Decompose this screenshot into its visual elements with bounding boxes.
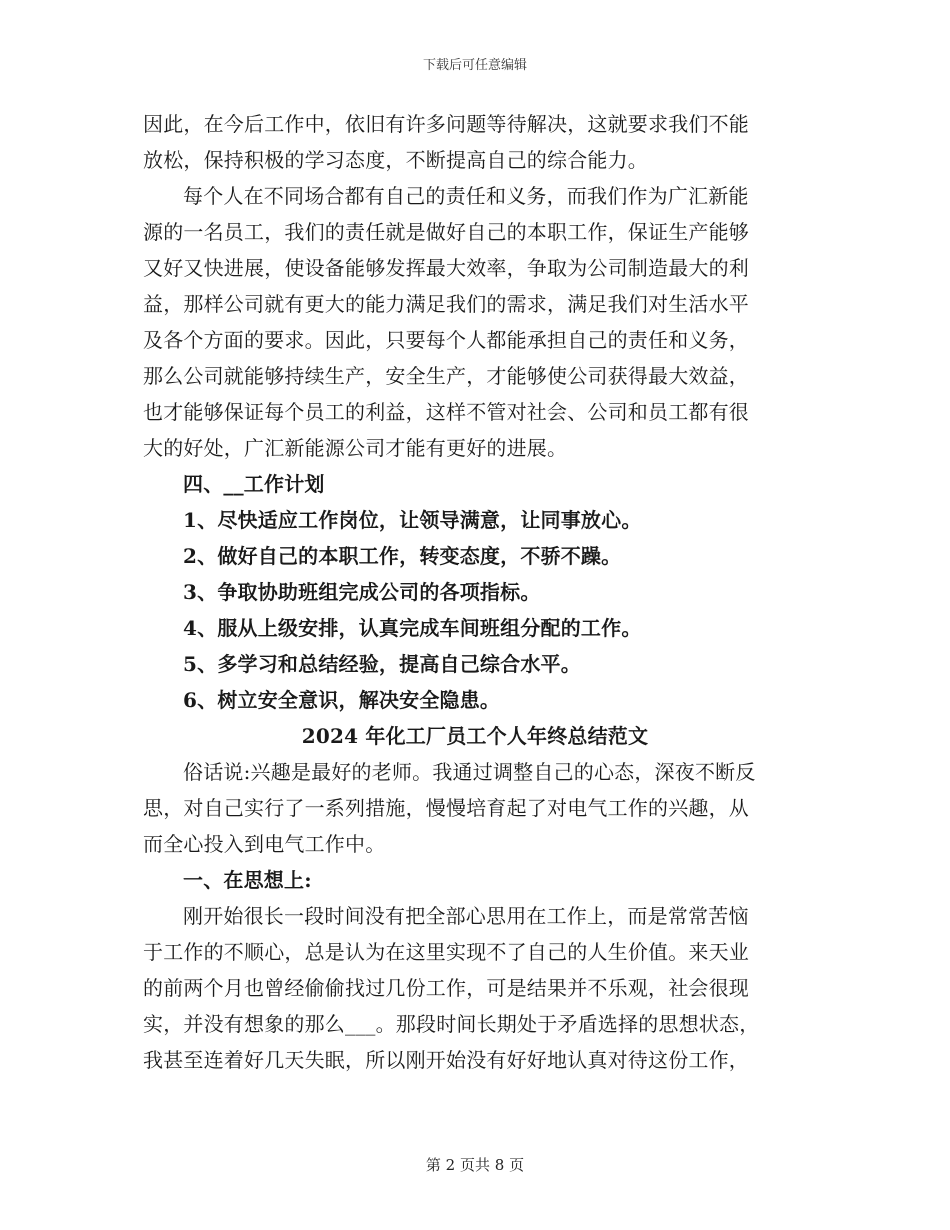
plan-item: 2、做好自己的本职工作，转变态度，不骄不躁。 [183, 544, 622, 568]
paragraph-line: 源的一名员工，我们的责任就是做好自己的本职工作，保证生产能够 [143, 220, 749, 244]
plan-item: 1、尽快适应工作岗位，让领导满意，让同事放心。 [183, 508, 642, 532]
paragraph-line: 益，那样公司就有更大的能力满足我们的需求，满足我们对生活水平 [143, 292, 749, 316]
paragraph-line: 及各个方面的要求。因此，只要每个人都能承担自己的责任和义务， [143, 328, 749, 352]
page-header: 下载后可任意编辑 [422, 58, 527, 73]
paragraph-line: 也才能够保证每个员工的利益，这样不管对社会、公司和员工都有很 [143, 400, 749, 424]
document-body [143, 106, 807, 1078]
plan-item: 4、服从上级安排，认真完成车间班组分配的工作。 [183, 616, 642, 640]
paragraph-line: 每个人在不同场合都有自己的责任和义务，而我们作为广汇新能 [183, 184, 749, 208]
section-heading: 一、在思想上: [183, 868, 312, 892]
section-heading: 四、__工作计划 [183, 472, 325, 496]
paragraph-line: 于工作的不顺心，总是认为在这里实现不了自己的人生价值。来天业 [143, 940, 749, 964]
paragraph-line: 放松，保持积极的学习态度，不断提高自己的综合能力。 [143, 148, 648, 172]
paragraph-line: 刚开始很长一段时间没有把全部心思用在工作上，而是常常苦恼 [183, 904, 749, 928]
article-title: 2024 年化工厂员工个人年终总结范文 [301, 724, 649, 748]
paragraph-line: 那么公司就能够持续生产，安全生产，才能够使公司获得最大效益， [143, 364, 749, 388]
plan-item: 6、树立安全意识，解决安全隐患。 [183, 688, 501, 712]
paragraph-line: 实，并没有想象的那么___。那段时间长期处于矛盾选择的思想状态， [143, 1012, 760, 1036]
paragraph-line: 思，对自己实行了一系列措施，慢慢培育起了对电气工作的兴趣，从 [143, 796, 749, 820]
plan-item: 5、多学习和总结经验，提高自己综合水平。 [183, 652, 581, 676]
paragraph-line: 而全心投入到电气工作中。 [143, 832, 386, 856]
plan-item: 3、争取协助班组完成公司的各项指标。 [183, 580, 541, 604]
page-footer: 第 2 页共 8 页 [425, 1156, 525, 1174]
paragraph-line: 又好又快进展，使设备能够发挥最大效率，争取为公司制造最大的利 [143, 256, 749, 280]
paragraph-line: 大的好处，广汇新能源公司才能有更好的进展。 [143, 436, 568, 460]
paragraph-line: 的前两个月也曾经偷偷找过几份工作，可是结果并不乐观，社会很现 [143, 976, 749, 1000]
paragraph-line: 我甚至连着好几天失眠，所以刚开始没有好好地认真对待这份工作， [143, 1048, 749, 1072]
paragraph-line: 俗话说:兴趣是最好的老师。我通过调整自己的心态，深夜不断反 [183, 760, 756, 784]
paragraph-line: 因此，在今后工作中，依旧有许多问题等待解决，这就要求我们不能 [143, 112, 749, 136]
